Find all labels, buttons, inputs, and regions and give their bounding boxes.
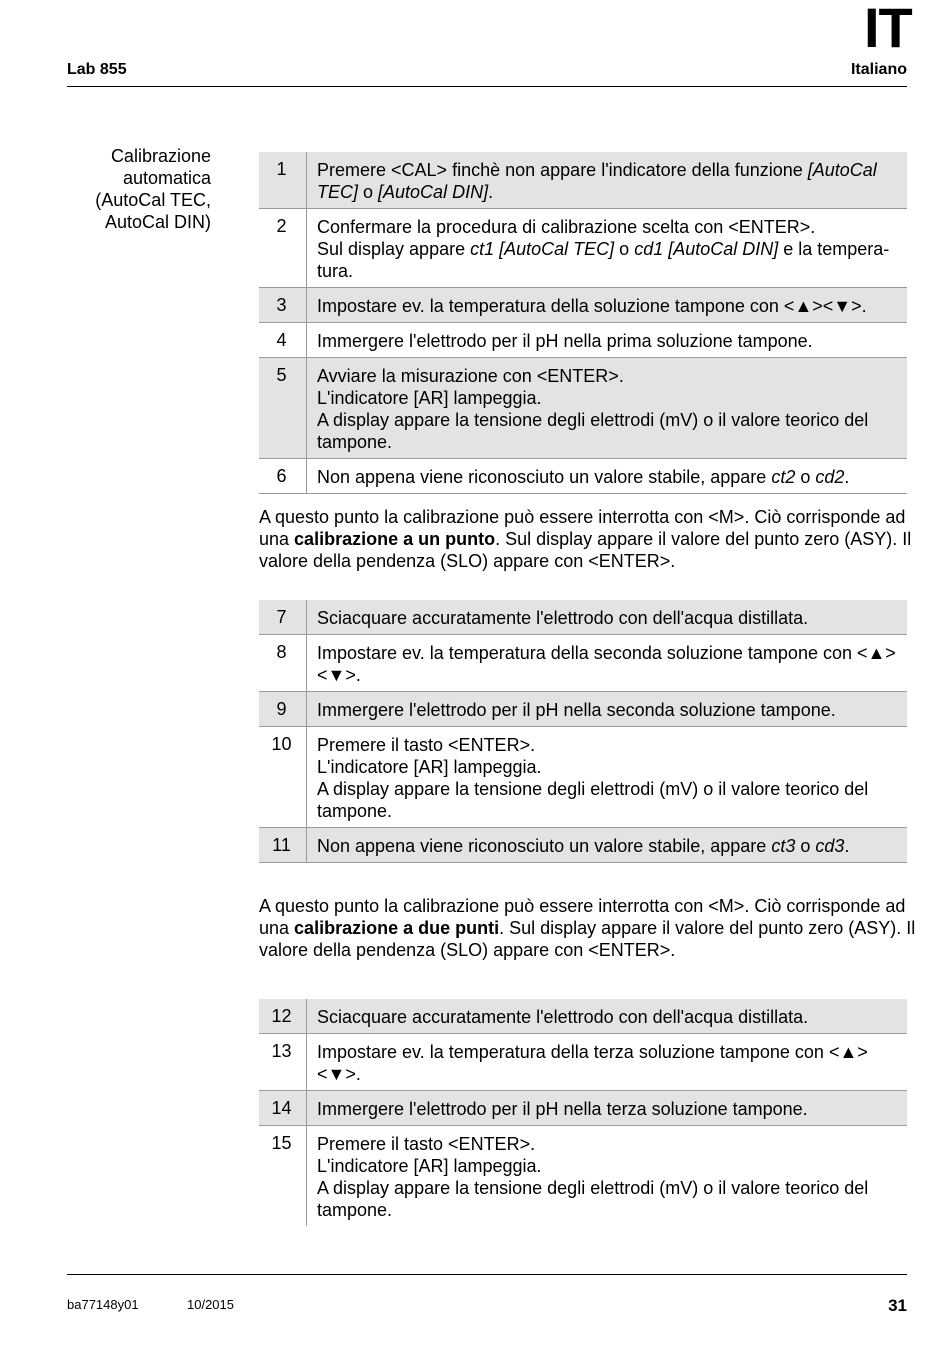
step-text [307, 358, 908, 459]
text-run: A questo punto la calibrazione può essere interrotta con [259, 896, 709, 916]
text-run: . Ciò corrisponde ad una [259, 896, 906, 938]
step-number: 2 [259, 209, 307, 288]
step-text [307, 152, 908, 209]
text-run: A display appare la tensione degli elettrodi (mV) o il valore teorico del tampone. [317, 410, 869, 452]
text-run: cd1 [AutoCal DIN] [634, 239, 779, 259]
step-number: 10 [259, 727, 307, 828]
step-row [259, 600, 907, 635]
step-text [307, 635, 908, 692]
text-run: . Ciò corrisponde ad una [259, 507, 906, 549]
text-run: . [844, 836, 850, 856]
text-run: Sul display appare [317, 239, 471, 259]
text-run: <ENTER> [448, 735, 531, 755]
text-run: <ENTER> [448, 1134, 531, 1154]
text-run: cd3 [815, 836, 845, 856]
text-run: . [844, 467, 850, 487]
step-row [259, 692, 907, 727]
document-date: 10/2015 [187, 1297, 234, 1312]
step-line [317, 216, 897, 238]
step-number: 4 [259, 323, 307, 358]
text-run: Confermare la procedura di calibrazione scelta con [317, 217, 729, 237]
step-text [307, 1126, 908, 1227]
one-point-note [259, 506, 919, 572]
step-number: 7 [259, 600, 307, 635]
step-text [307, 692, 908, 727]
text-run: L'indicatore [AR] lampeggia. [317, 388, 542, 408]
step-row [259, 288, 907, 323]
text-run: . [488, 182, 494, 202]
step-number: 13 [259, 1034, 307, 1091]
step-number: 11 [259, 828, 307, 863]
step-row [259, 459, 907, 494]
step-number: 9 [259, 692, 307, 727]
step-line [317, 1155, 897, 1177]
step-number: 14 [259, 1091, 307, 1126]
text-run: o [358, 182, 379, 202]
page-number: 31 [888, 1296, 907, 1315]
step-line [317, 466, 897, 488]
step-line [317, 1006, 897, 1028]
product-name: Lab 855 [67, 61, 127, 78]
text-run: Sciacquare accuratamente l'elettrodo con dell'acqua distillata. [317, 608, 809, 628]
step-line [317, 734, 897, 756]
text-run: . [810, 217, 816, 237]
text-run: . [618, 366, 624, 386]
text-run: Sciacquare accuratamente l'elettrodo con dell'acqua distillata. [317, 1007, 809, 1027]
step-row [259, 635, 907, 692]
steps-table-1 [259, 152, 907, 494]
step-number: 3 [259, 288, 307, 323]
step-line [317, 365, 897, 387]
step-line [317, 756, 897, 778]
text-run: <ENTER> [588, 551, 671, 571]
step-row [259, 323, 907, 358]
step-line [317, 642, 897, 686]
section-title: Calibrazione automatica (AutoCal TEC, AutoCal DIN) [95, 146, 211, 232]
steps-table-2 [259, 600, 907, 863]
step-number: 1 [259, 152, 307, 209]
text-run: . [670, 551, 676, 571]
text-run: finchè non appare l'indicatore della funzione [447, 160, 808, 180]
text-run: o [795, 467, 816, 487]
text-run: . [670, 940, 676, 960]
step-text [307, 323, 908, 358]
text-run: calibrazione a un punto [294, 529, 496, 549]
step-text [307, 828, 908, 863]
text-run: <ENTER> [536, 366, 619, 386]
step-row [259, 727, 907, 828]
text-run: . [530, 735, 536, 755]
text-run: ct2 [771, 467, 796, 487]
step-line [317, 409, 897, 453]
text-run: A display appare la tensione degli elettrodi (mV) o il valore teorico del tampone. [317, 1178, 869, 1220]
text-run: Immergere l'elettrodo per il pH nella prima soluzione tampone. [317, 331, 813, 351]
text-run: cd2 [815, 467, 845, 487]
text-run: A display appare la tensione degli elettrodi (mV) o il valore teorico del tampone. [317, 779, 869, 821]
language-name: Italiano [850, 61, 907, 78]
text-run: <CAL> [391, 160, 448, 180]
language-code: IT [864, 0, 912, 59]
step-text [307, 999, 908, 1034]
step-line [317, 387, 897, 409]
text-run: <M> [708, 507, 745, 527]
step-row [259, 209, 907, 288]
step-text [307, 600, 908, 635]
step-line [317, 159, 897, 203]
step-line [317, 330, 897, 352]
document-id: ba77148y01 [67, 1297, 139, 1312]
footer-divider [67, 1274, 907, 1275]
text-run: o [614, 239, 635, 259]
step-line [317, 1041, 897, 1085]
step-text [307, 1091, 908, 1126]
text-run: Impostare ev. la temperatura della seconda soluzione tampone con <▲><▼>. [317, 643, 896, 685]
step-text [307, 1034, 908, 1091]
two-point-note [259, 895, 919, 961]
text-run: Premere il tasto [317, 1134, 449, 1154]
step-number: 15 [259, 1126, 307, 1227]
step-line [317, 238, 897, 282]
step-row [259, 152, 907, 209]
text-run: calibrazione a due punti [294, 918, 500, 938]
text-run: <M> [708, 896, 745, 916]
step-row [259, 1126, 907, 1227]
text-run: o [795, 836, 816, 856]
step-line [317, 1133, 897, 1155]
step-row [259, 828, 907, 863]
text-run: Immergere l'elettrodo per il pH nella seconda soluzione tampone. [317, 700, 836, 720]
text-run: [AutoCal TEC] [317, 160, 877, 202]
text-run: . Sul display appare il valore del punto zero (ASY). Il valore della pendenza (SLO) appare con [259, 529, 912, 571]
step-line [317, 835, 897, 857]
text-run: <ENTER> [728, 217, 811, 237]
step-text [307, 209, 908, 288]
step-text [307, 459, 908, 494]
text-run: ct1 [AutoCal TEC] [470, 239, 615, 259]
text-run: [AutoCal DIN] [378, 182, 489, 202]
step-line [317, 1177, 897, 1221]
text-run: <ENTER> [588, 940, 671, 960]
step-row [259, 358, 907, 459]
step-row [259, 999, 907, 1034]
text-run: e la tempera-tura. [317, 239, 890, 281]
step-line [317, 1098, 897, 1120]
step-number: 5 [259, 358, 307, 459]
step-line [317, 295, 897, 317]
step-line [317, 607, 897, 629]
text-run: Avviare la misurazione con [317, 366, 537, 386]
text-run: . [530, 1134, 536, 1154]
step-number: 12 [259, 999, 307, 1034]
header-divider [67, 86, 907, 87]
text-run: . Sul display appare il valore del punto zero (ASY). Il valore della pendenza (SLO) appare con [259, 918, 916, 960]
step-line [317, 778, 897, 822]
text-run: L'indicatore [AR] lampeggia. [317, 757, 542, 777]
text-run: Premere [317, 160, 392, 180]
text-run: Impostare ev. la temperatura della soluzione tampone con <▲><▼>. [317, 296, 867, 316]
step-line [317, 699, 897, 721]
steps-table-3 [259, 999, 907, 1226]
step-text [307, 727, 908, 828]
text-run: L'indicatore [AR] lampeggia. [317, 1156, 542, 1176]
step-number: 8 [259, 635, 307, 692]
text-run: Impostare ev. la temperatura della terza soluzione tampone con <▲><▼>. [317, 1042, 868, 1084]
text-run: A questo punto la calibrazione può essere interrotta con [259, 507, 709, 527]
text-run: Immergere l'elettrodo per il pH nella terza soluzione tampone. [317, 1099, 808, 1119]
text-run: Non appena viene riconosciuto un valore stabile, appare [317, 836, 772, 856]
step-number: 6 [259, 459, 307, 494]
text-run: ct3 [771, 836, 796, 856]
step-row [259, 1091, 907, 1126]
text-run: Non appena viene riconosciuto un valore stabile, appare [317, 467, 772, 487]
step-text [307, 288, 908, 323]
step-row [259, 1034, 907, 1091]
text-run: Premere il tasto [317, 735, 449, 755]
